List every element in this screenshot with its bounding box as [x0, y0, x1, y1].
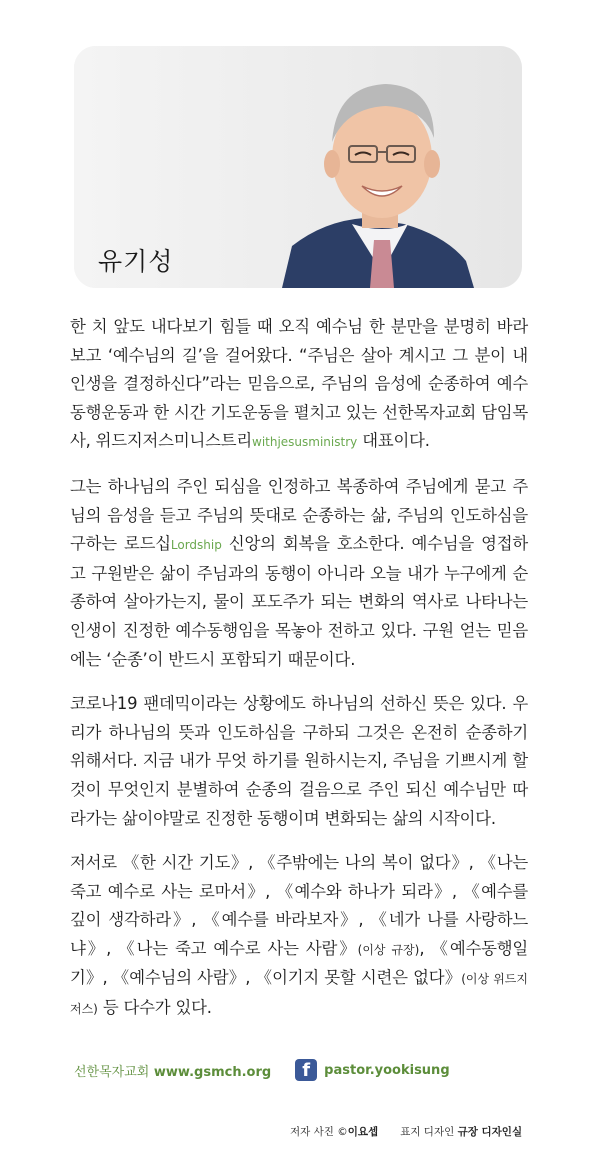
church-name: 선한목자교회 — [74, 1064, 150, 1080]
photo-credit-name: 이요셉 — [347, 1126, 379, 1138]
website-url[interactable]: www.gsmch.org — [153, 1064, 272, 1080]
bio-text: 등 다수가 있다. — [97, 998, 212, 1018]
publisher-note: (이상 규장) — [357, 942, 420, 957]
facebook-icon: f — [295, 1059, 317, 1081]
bio-text: 신앙의 회복을 호소한다. 예수님을 영접하고 구원받은 삶이 주님과의 동행이 아니라 오늘 내가 누구에게 순종하여 살아가는지, 물이 포도주가 되는 변화의 역사로 나타나는 인생이 진정한 예수동행임을 목놓아 전하고 있다. 구원 얻는 믿음에는 ‘순종’이 반드시 포함되기 때문이다. — [70, 534, 528, 669]
author-biography — [70, 313, 528, 1040]
facebook-handle[interactable]: pastor.yookisung — [324, 1062, 450, 1078]
ministry-english-name: withjesusministry — [252, 435, 358, 450]
bio-paragraph: 코로나19 팬데믹이라는 상황에도 하나님의 선하신 뜻은 있다. 우리가 하나님의 뜻과 인도하심을 구하되 그것은 온전히 순종하기 위해서다. 지금 내가 무엇 하기를 원하시는지, 주님을 기쁘시게 할 것이 무엇인지 분별하여 순종의 걸음으로 주인 되신 예수님만 따라가는 삶이야말로 진정한 동행이며 변화되는 삶의 시작이다. — [70, 694, 528, 828]
bio-text: 저서로 《한 시간 기도》, 《주밖에는 나의 복이 없다》, 《나는 죽고 예수로 사는 로마서》, 《예수와 하나가 되라》, 《예수를 깊이 생각하라》, 《예수를 바라보자》, 《네가 나를 사랑하느냐》, 《나는 죽고 예수로 사는 사람》 — [70, 853, 528, 958]
bio-text: 한 치 앞도 내다보기 힘들 때 오직 예수님 한 분만을 분명히 바라보고 ‘예수님의 길’을 걸어왔다. “주님은 살아 계시고 그 분이 내 인생을 결정하신다”라는 믿음으로, 주님의 음성에 순종하여 예수동행운동과 한 시간 기도운동을 펼치고 있는 선한목자교회 담임목사, 위드지저스미니스트리 — [70, 317, 528, 451]
publisher-note: (이상 위드지저스) — [70, 972, 528, 1017]
design-credit-label: 표지 디자인 — [400, 1126, 458, 1138]
facebook-link[interactable] — [295, 1059, 449, 1081]
lordship-english-term: Lordship — [170, 538, 222, 553]
bio-text: 그는 하나님의 주인 되심을 인정하고 복종하여 주님에게 묻고 주님의 음성을 듣고 주님의 뜻대로 순종하는 삶, 주님의 인도하심을 구하는 로드십 — [70, 476, 528, 554]
photo-credit-label: 저자 사진 © — [290, 1126, 348, 1138]
bio-text: 대표이다. — [357, 431, 430, 451]
design-credit-name: 규장 디자인실 — [457, 1126, 523, 1138]
author-photo — [74, 46, 522, 288]
bio-text: , 《예수동행일기》, 《예수님의 사람》, 《이기지 못할 시련은 없다》 — [70, 938, 528, 988]
bio-paragraph — [70, 313, 528, 457]
church-website[interactable] — [74, 1061, 271, 1080]
bio-paragraph — [70, 849, 528, 1024]
contact-info — [74, 1058, 450, 1082]
author-name: 유기성 — [98, 247, 174, 276]
credits — [290, 1124, 522, 1139]
bio-paragraph — [70, 473, 528, 674]
